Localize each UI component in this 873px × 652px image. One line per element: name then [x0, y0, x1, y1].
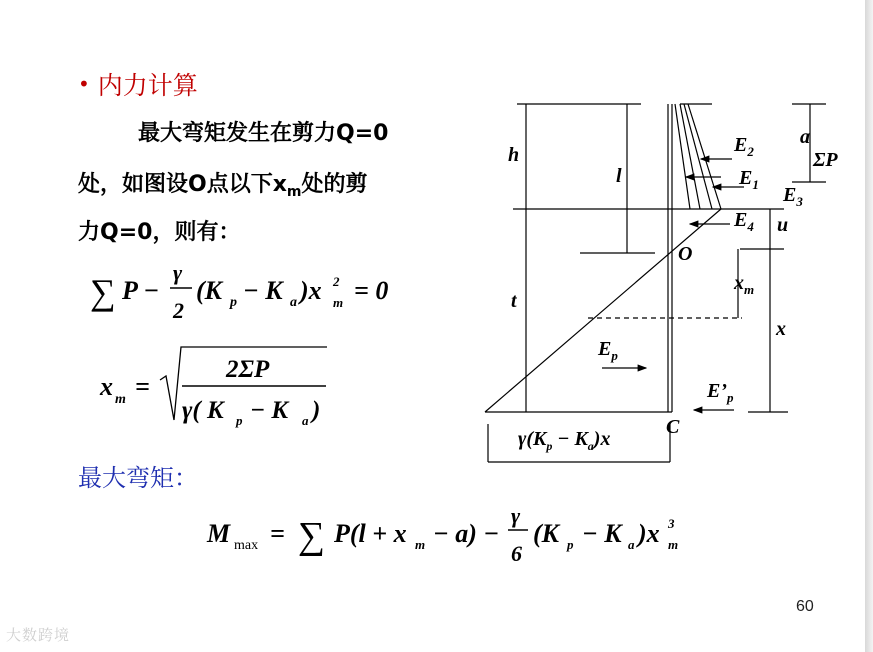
label-pressure-base: $\gamma(K_p - K_a)x$ [518, 428, 611, 453]
svg-text:p: p [230, 295, 237, 310]
shear-equation [90, 260, 388, 323]
svg-text:)x: )x [300, 276, 322, 305]
label-ep-prime: $E’_p$ [707, 380, 734, 405]
svg-text:γ( K: γ( K [182, 397, 224, 424]
svg-text:− K: − K [582, 519, 622, 548]
svg-text:= 0: = 0 [354, 276, 389, 305]
paragraph-line-3: 力Q=0，则有： [78, 220, 241, 245]
label-e2: $E_2$ [734, 134, 754, 159]
retaining-wall-diagram [485, 104, 826, 462]
svg-text:P(l + x: P(l + x [334, 519, 407, 548]
svg-text:=: = [270, 519, 285, 548]
svg-text:m: m [333, 295, 344, 310]
svg-text:2: 2 [333, 274, 340, 289]
label-a: a [800, 126, 810, 148]
label-c: C [666, 416, 680, 438]
svg-text:6: 6 [511, 541, 522, 566]
label-u: u [777, 214, 789, 236]
label-ep: $E_p$ [598, 338, 618, 363]
label-o: O [678, 243, 693, 265]
label-e4: $E_4$ [734, 209, 754, 234]
svg-text:x: x [100, 372, 113, 401]
svg-text:m: m [415, 537, 426, 552]
svg-text:∑: ∑ [90, 272, 116, 312]
svg-text:a: a [628, 537, 635, 552]
svg-text:∑: ∑ [298, 515, 326, 557]
page-number: 60 [796, 598, 814, 615]
label-l: l [616, 165, 622, 187]
svg-text:m: m [668, 537, 679, 552]
label-sum-p: ΣP [813, 149, 838, 171]
label-xm: $x_m$ [734, 272, 755, 297]
svg-text:=: = [135, 372, 150, 401]
max-moment-label: 最大弯矩： [78, 464, 198, 492]
svg-text:a: a [290, 295, 297, 310]
svg-text:P −: P − [122, 276, 160, 305]
max-moment-equation [206, 503, 678, 566]
paragraph-line-1: 最大弯矩发生在剪力Q=0 [138, 121, 389, 146]
svg-text:M: M [207, 519, 231, 548]
label-h: h [508, 144, 520, 166]
svg-text:2ΣP: 2ΣP [226, 356, 270, 383]
section-title: 内力计算 [97, 71, 198, 100]
label-e1: $E_1$ [739, 167, 759, 192]
xm-equation [99, 347, 327, 428]
label-x: x [776, 318, 786, 340]
svg-text:− K: − K [250, 397, 289, 424]
svg-text:3: 3 [668, 516, 675, 531]
svg-text:p: p [236, 413, 243, 428]
paragraph-line-2: 处，如图设O点以下$x_m$处的剪 [78, 172, 368, 200]
svg-text:γ: γ [511, 503, 521, 528]
svg-text:): ) [312, 397, 321, 424]
watermark-logo: 大数跨境 [6, 626, 71, 644]
label-e3: $E_3$ [783, 184, 803, 209]
svg-text:− a) −: − a) − [433, 519, 500, 548]
svg-text:γ: γ [173, 260, 183, 285]
svg-text:2: 2 [173, 298, 184, 323]
bullet-point: • [78, 72, 90, 96]
svg-text:m: m [115, 392, 126, 407]
svg-text:(K: (K [196, 276, 222, 305]
svg-text:(K: (K [533, 519, 559, 548]
label-t: t [511, 290, 517, 312]
svg-text:a: a [302, 413, 309, 428]
svg-text:max: max [234, 538, 259, 553]
svg-text:p: p [567, 537, 574, 552]
svg-text:− K: − K [243, 276, 283, 305]
svg-text:)x: )x [638, 519, 660, 548]
